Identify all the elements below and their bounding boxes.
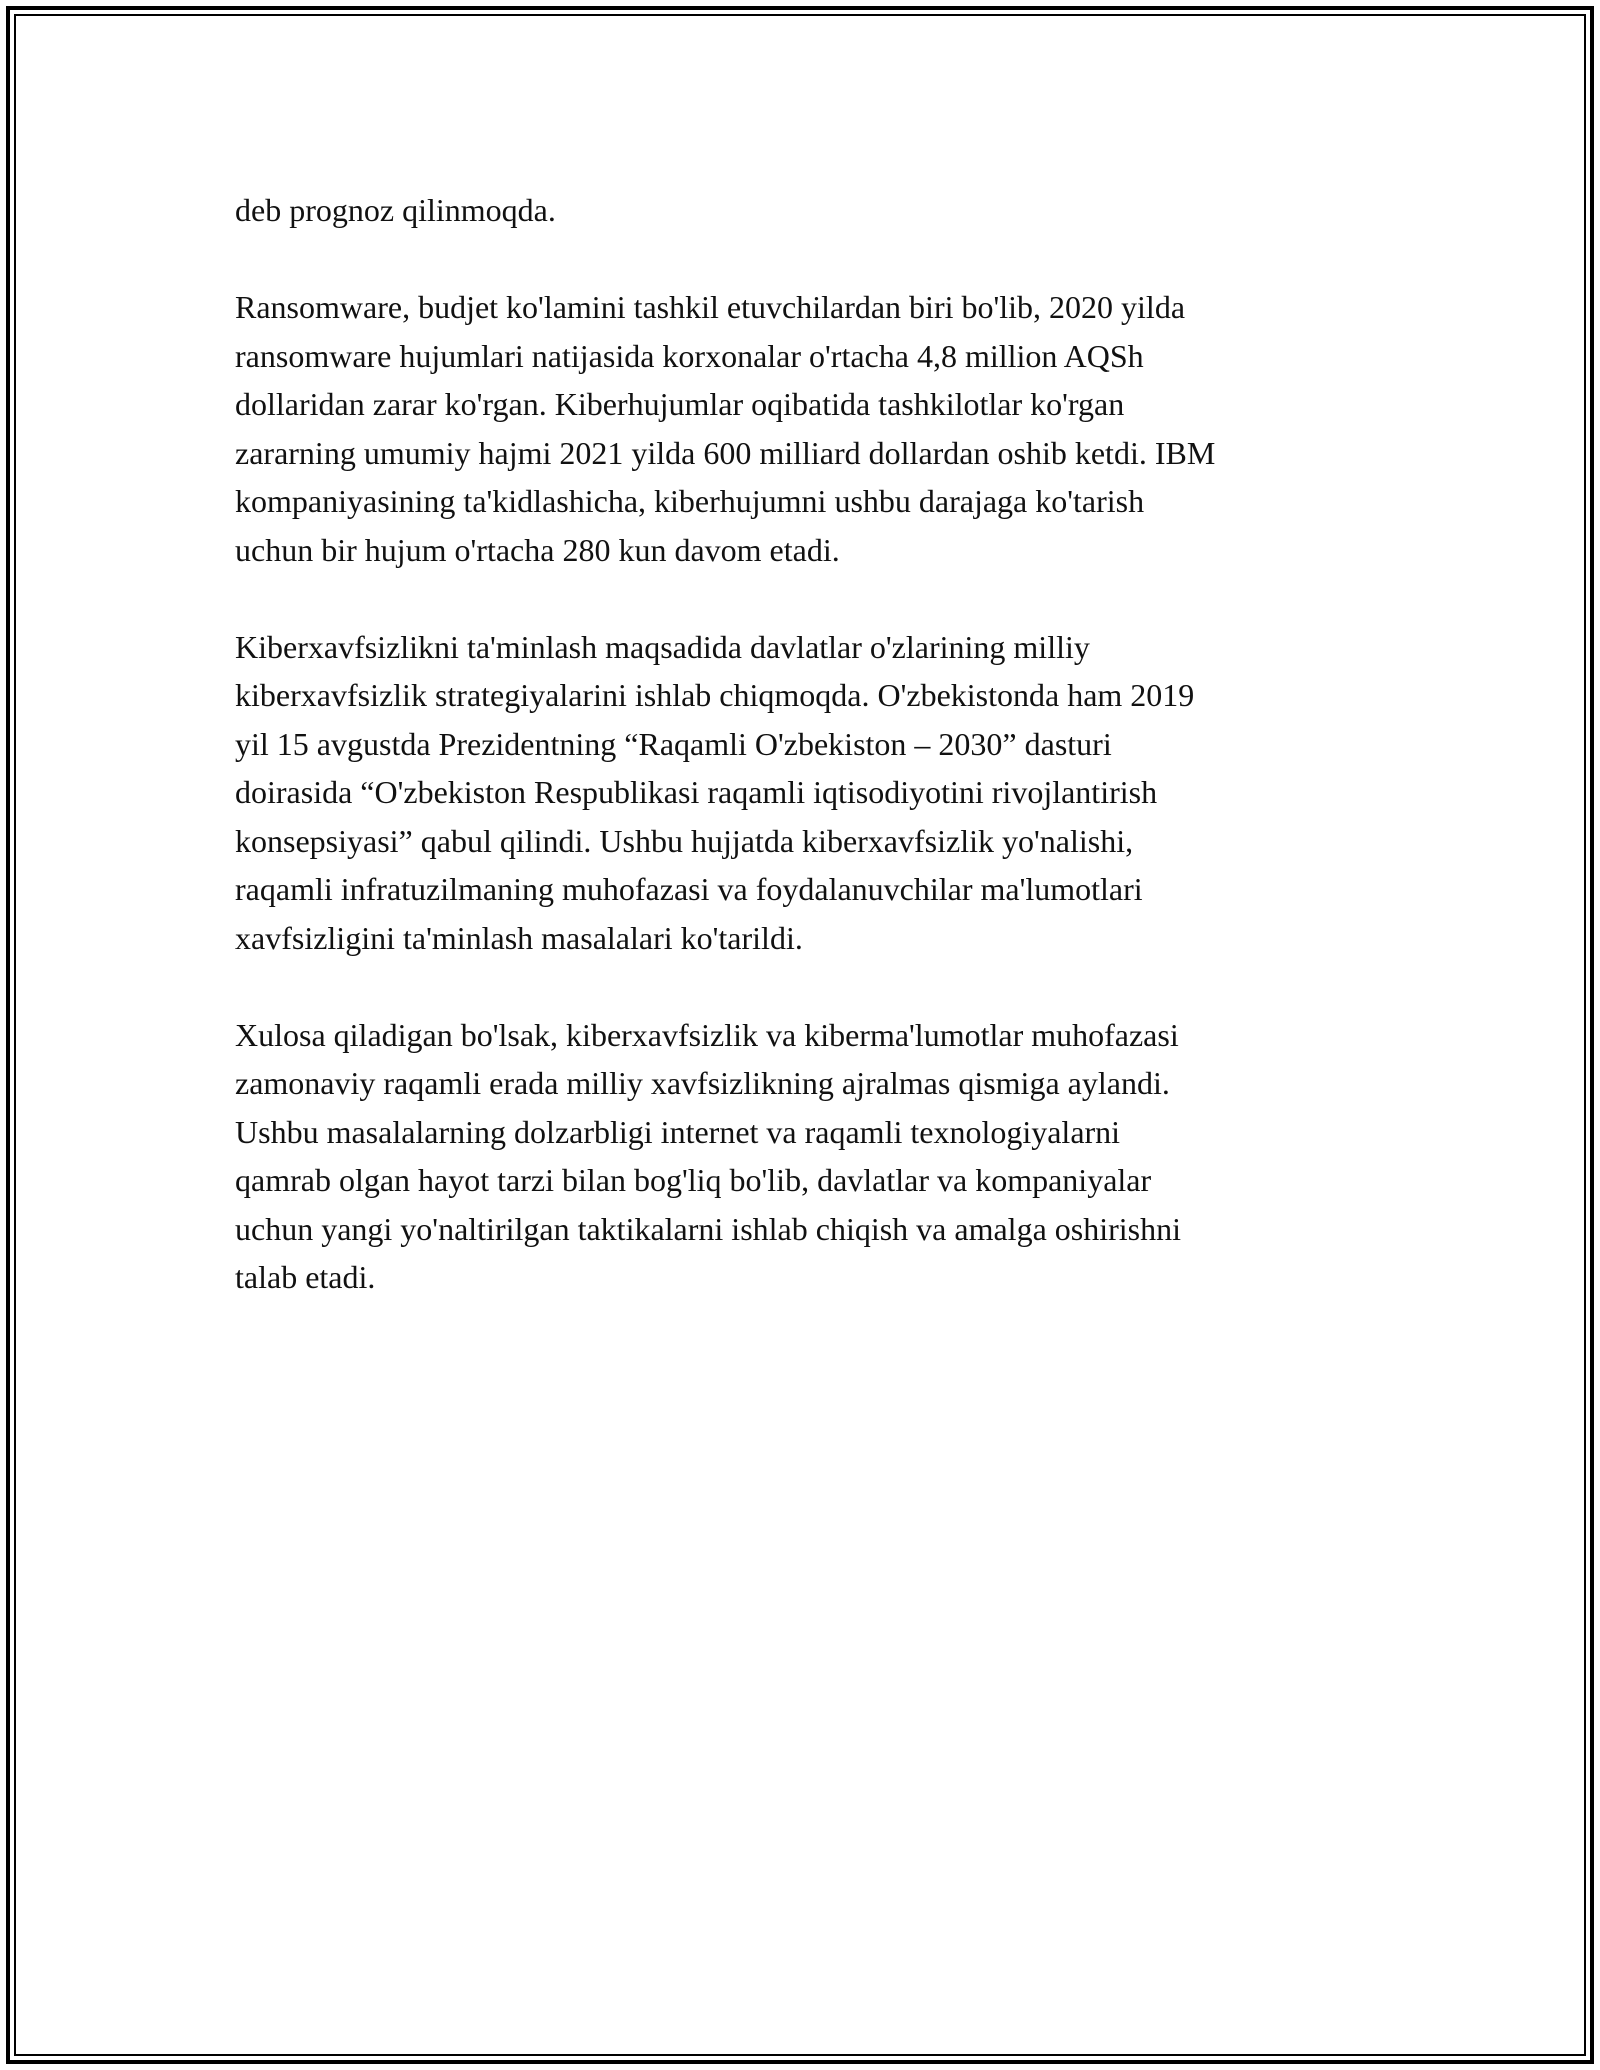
text-line: Ransomware, budjet ko'lamini tashkil etuvchilardan biri bo'lib, 2020 yilda [235, 289, 1186, 325]
text-line: konsepsiyasi” qabul qilindi. Ushbu hujjatda kiberxavfsizlik yo'nalishi, [235, 822, 1134, 859]
text-line: Kiberxavfsizlikni ta'minlash maqsadida davlatlar o'zlarining milliy [235, 628, 1090, 665]
text-line: raqamli infratuzilmaning muhofazasi va foydalanuvchilar ma'lumotlari [235, 871, 1143, 907]
text-line: doirasida “O'zbekiston Respublikasi raqamli iqtisodiyotini rivojlantirish [235, 774, 1158, 810]
text-line: Ushbu masalalarning dolzarbligi internet va raqamli texnologiyalarni [235, 1113, 1121, 1150]
paragraph-1 [235, 186, 1370, 235]
paragraph-4 [235, 1011, 1370, 1302]
text-line: Xulosa qiladigan bo'lsak, kiberxavfsizlik va kiberma'lumotlar muhofazasi [235, 1016, 1179, 1053]
text-line: deb prognoz qilinmoqda. [235, 192, 556, 228]
text-line: uchun yangi yo'naltirilgan taktikalarni ishlab chiqish va amalga oshirishni [235, 1210, 1181, 1247]
text-line: yil 15 avgustda Prezidentning “Raqamli O'zbekiston – 2030” dasturi [235, 725, 1112, 762]
text-line: kiberxavfsizlik strategiyalarini ishlab chiqmoqda. O'zbekistonda ham 2019 [235, 677, 1195, 713]
text-line: xavfsizligini ta'minlash masalalari ko'tarildi. [235, 919, 803, 956]
text-line: zararning umumiy hajmi 2021 yilda 600 milliard dollardan oshib ketdi. IBM [235, 434, 1216, 471]
text-line: kompaniyasining ta'kidlashicha, kiberhujumni ushbu darajaga ko'tarish [235, 483, 1145, 519]
text-line: qamrab olgan hayot tarzi bilan bog'liq bo'lib, davlatlar va kompaniyalar [235, 1162, 1152, 1198]
document-body [235, 186, 1370, 1350]
text-line: zamonaviy raqamli erada milliy xavfsizlikning ajralmas qismiga aylandi. [235, 1065, 1170, 1101]
paragraph-3 [235, 623, 1370, 963]
text-line: talab etadi. [235, 1259, 376, 1295]
text-line: uchun bir hujum o'rtacha 280 kun davom etadi. [235, 531, 840, 568]
text-line: dollaridan zarar ko'rgan. Kiberhujumlar oqibatida tashkilotlar ko'rgan [235, 386, 1125, 422]
paragraph-2 [235, 283, 1370, 574]
text-line: ransomware hujumlari natijasida korxonalar o'rtacha 4,8 million AQSh [235, 337, 1144, 374]
